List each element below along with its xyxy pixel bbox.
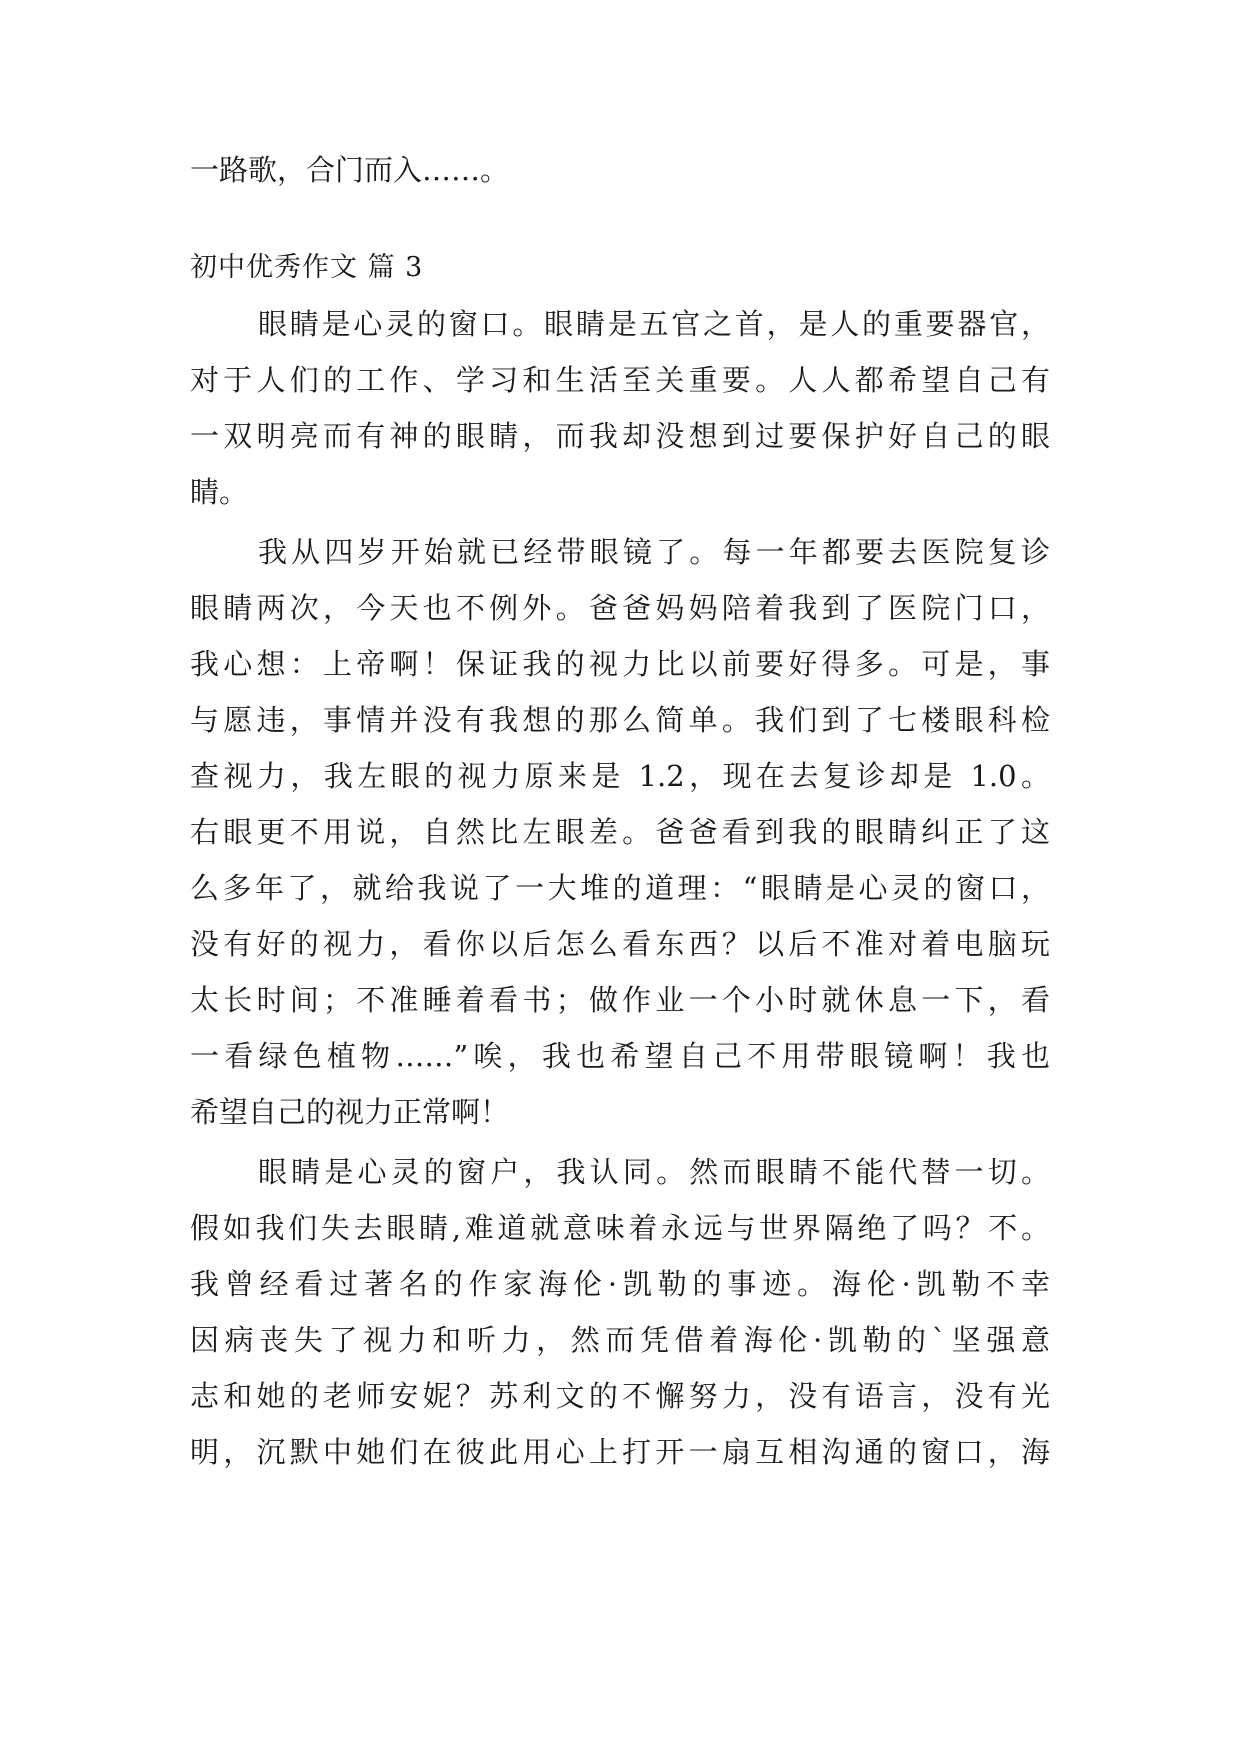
paragraph-line: 眼睛是心灵的窗户，我认同。然而眼睛不能代替一切。 (258, 1155, 1050, 1189)
paragraph-line: 我从四岁开始就已经带眼镜了。每一年都要去医院复诊 (258, 535, 1050, 569)
paragraph-line: 太长时间；不准睡着看书；做作业一个小时就休息一下，看 (190, 983, 1050, 1017)
paragraph-line: 睛。 (190, 475, 249, 509)
paragraph-line: 希望自己的视力正常啊！ (190, 1095, 510, 1129)
paragraph-line: 我曾经看过著名的作家海伦·凯勒的事迹。海伦·凯勒不幸 (190, 1267, 1050, 1301)
paragraph-line: 一双明亮而有神的眼睛，而我却没想到过要保护好自己的眼 (190, 419, 1050, 453)
paragraph-line: 眼睛是心灵的窗口。眼睛是五官之首，是人的重要器官， (258, 307, 1050, 341)
paragraph-line: 假如我们失去眼睛,难道就意味着永远与世界隔绝了吗？不。 (190, 1211, 1050, 1245)
paragraph-line: 一看绿色植物……”唉，我也希望自己不用带眼镜啊！我也 (190, 1039, 1050, 1073)
paragraph-line: 志和她的老师安妮？苏利文的不懈努力，没有语言，没有光 (190, 1379, 1050, 1413)
paragraph-line: 查视力，我左眼的视力原来是 1.2，现在去复诊却是 1.0。 (190, 759, 1050, 793)
paragraph-line: 右眼更不用说，自然比左眼差。爸爸看到我的眼睛纠正了这 (190, 815, 1050, 849)
paragraph-line: 明，沉默中她们在彼此用心上打开一扇互相沟通的窗口，海 (190, 1435, 1050, 1469)
paragraph-line: 与愿违，事情并没有我想的那么简单。我们到了七楼眼科检 (190, 703, 1050, 737)
paragraph-line: 对于人们的工作、学习和生活至关重要。人人都希望自己有 (190, 363, 1050, 397)
paragraph-line: 没有好的视力，看你以后怎么看东西？以后不准对着电脑玩 (190, 927, 1050, 961)
paragraph-line: 眼睛两次，今天也不例外。爸爸妈妈陪着我到了医院门口， (190, 591, 1050, 625)
top-fragment-line: 一路歌，合门而入……。 (190, 153, 510, 187)
paragraph-line: 因病丧失了视力和听力，然而凭借着海伦·凯勒的`坚强意 (190, 1323, 1050, 1357)
paragraph-line: 我心想：上帝啊！保证我的视力比以前要好得多。可是，事 (190, 647, 1050, 681)
paragraph-line: 么多年了，就给我说了一大堆的道理：“眼睛是心灵的窗口， (190, 871, 1050, 905)
section-title: 初中优秀作文 篇 3 (190, 252, 424, 283)
